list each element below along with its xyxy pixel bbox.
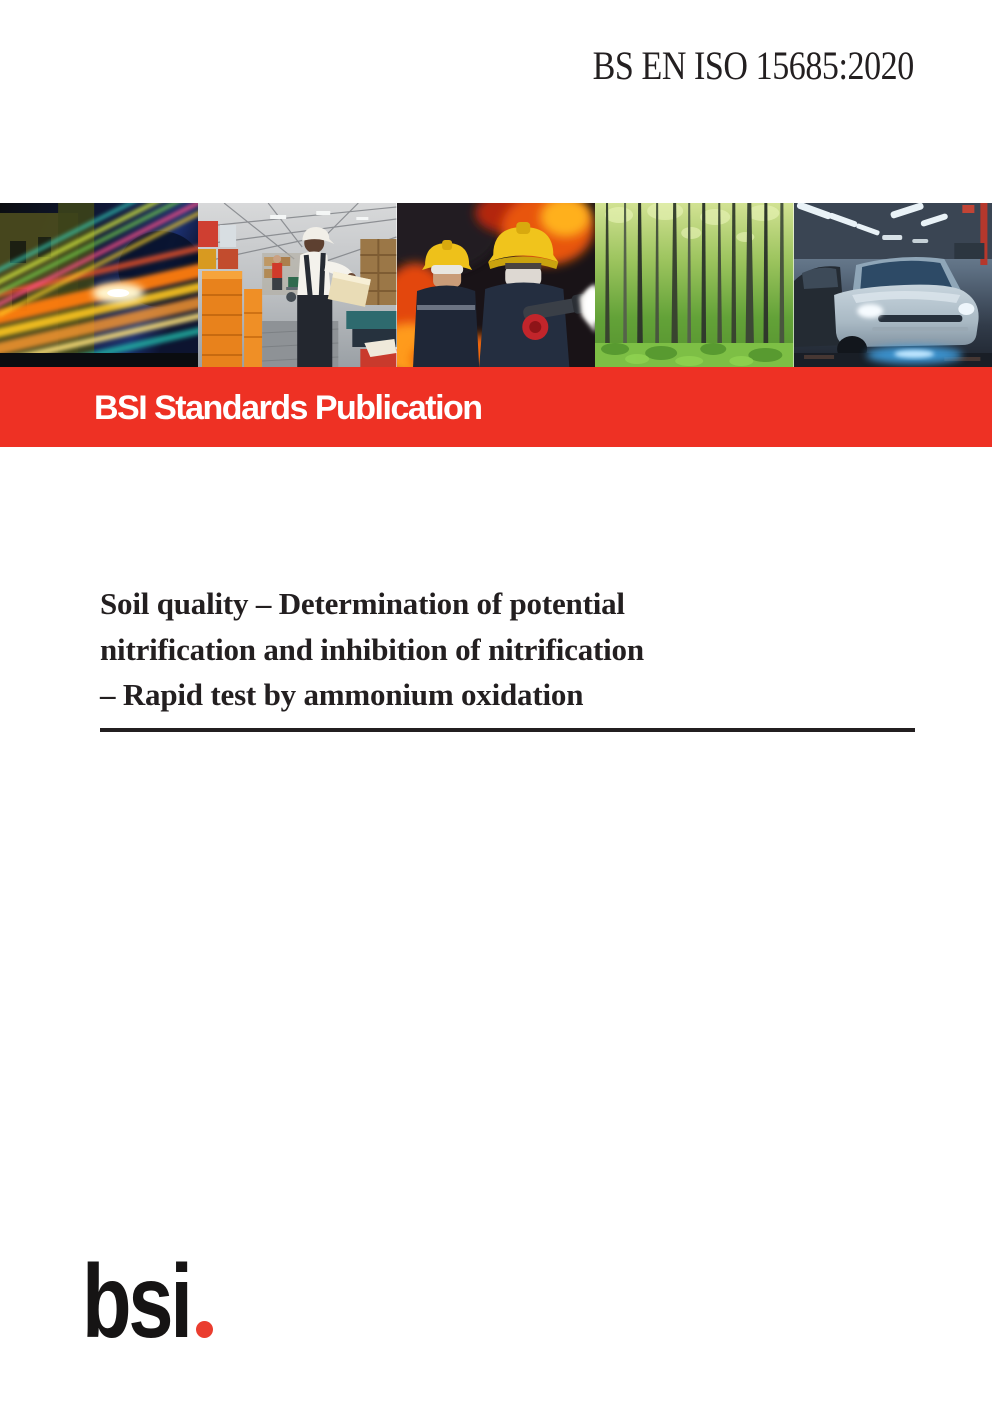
standard-title	[100, 581, 915, 718]
title-line-2: nitrification and inhibition of nitrification	[100, 631, 644, 667]
document-number: BS EN ISO 15685:2020	[592, 43, 914, 88]
car-assembly-line-photo	[794, 203, 992, 367]
warehouse-logistics-worker-photo	[198, 203, 396, 367]
firefighters-with-hose-photo	[397, 203, 595, 367]
title-underline-rule	[100, 728, 915, 732]
forest-trees-photo	[595, 203, 793, 367]
bsi-logo-dot	[196, 1321, 213, 1338]
night-traffic-light-trails-photo	[0, 203, 198, 367]
red-banner	[0, 367, 992, 447]
title-line-3: – Rapid test by ammonium oxidation	[100, 677, 584, 712]
bsi-logo-text: bsi	[82, 1244, 190, 1360]
publication-type-label: BSI Standards Publication	[94, 388, 482, 427]
photo-banner	[0, 203, 992, 367]
bsi-logo	[82, 1244, 232, 1360]
title-line-1: Soil quality – Determination of potential	[100, 586, 625, 621]
